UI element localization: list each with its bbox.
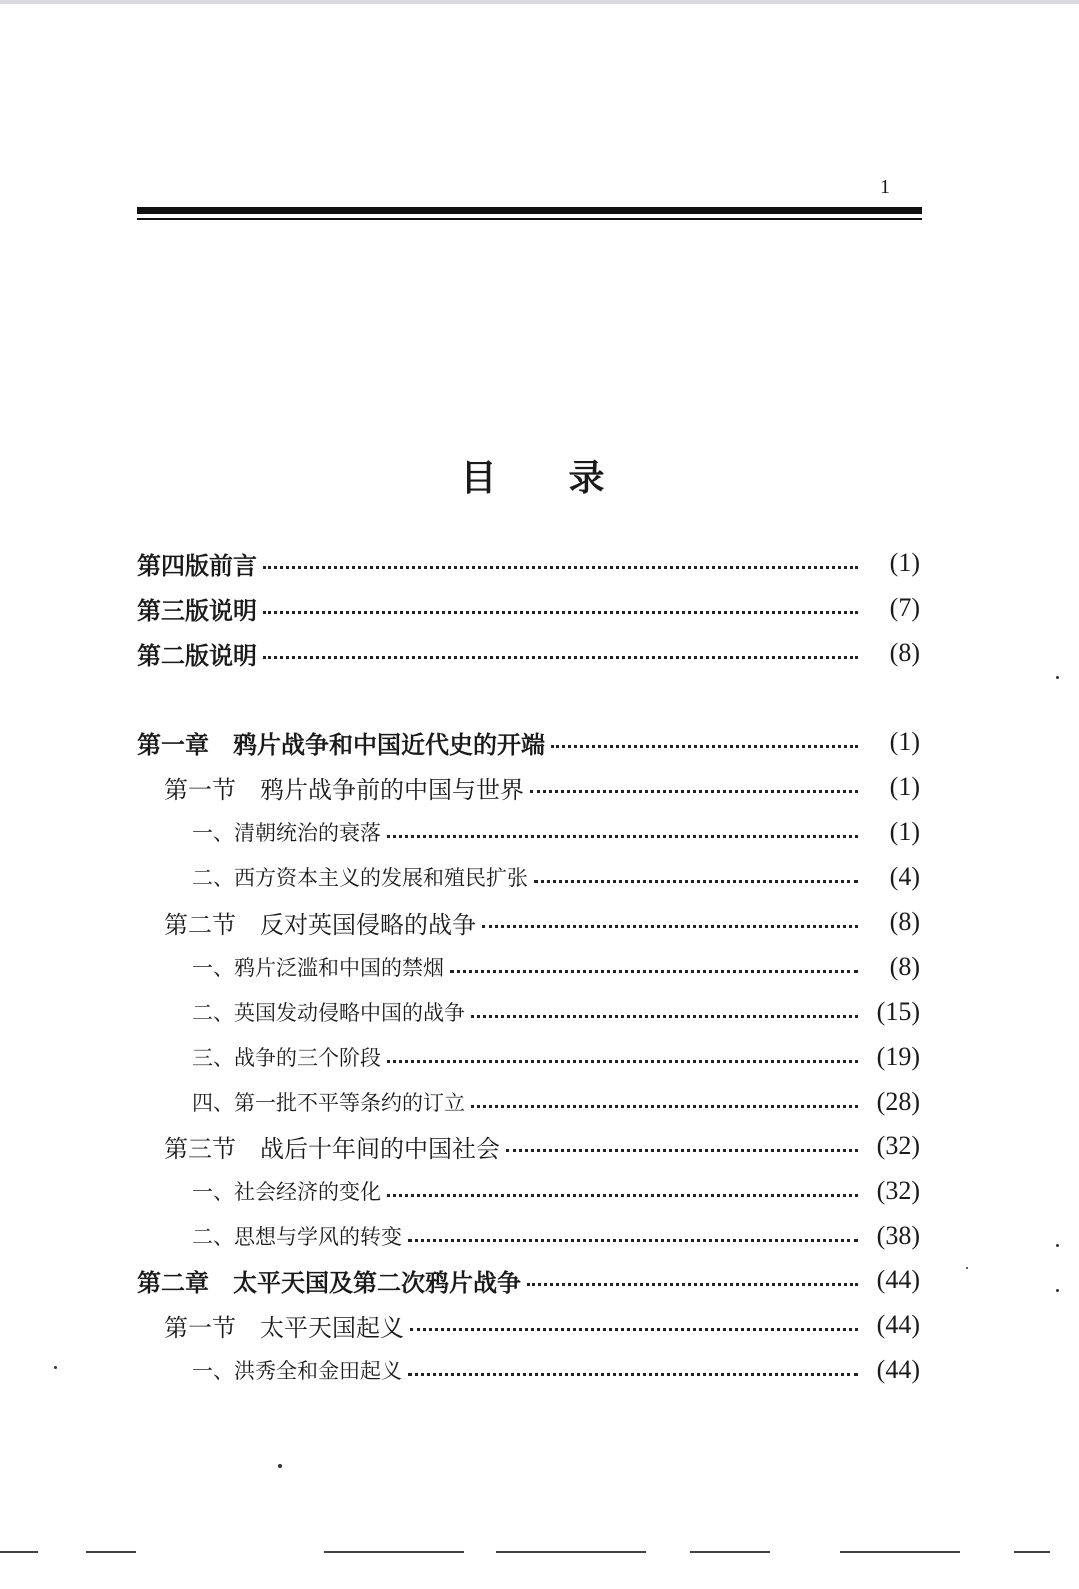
toc-entry-label: 第三版说明 — [137, 596, 257, 625]
scan-speck — [1056, 676, 1059, 679]
toc-entry-label: 二、思想与学风的转变 — [192, 1225, 402, 1249]
scan-speck — [1056, 1289, 1059, 1292]
header-rule-thick — [137, 207, 922, 214]
toc-entry-item[interactable] — [0, 857, 920, 897]
toc-entry-note-2nd[interactable] — [0, 633, 920, 673]
toc-entry-page: (32) — [876, 1131, 920, 1160]
toc-entry-page: (44) — [876, 1265, 920, 1294]
bottom-dash — [86, 1551, 136, 1553]
toc-entry-label: 第四版前言 — [137, 551, 257, 580]
toc-entry-label: 二、西方资本主义的发展和殖民扩张 — [192, 866, 528, 890]
toc-entry-section-1-2[interactable] — [0, 902, 920, 942]
dot-leader — [387, 1194, 858, 1197]
toc-entry-page: (19) — [876, 1042, 920, 1071]
toc-entry-item[interactable] — [0, 1082, 920, 1122]
toc-entry-label: 第二章 太平天国及第二次鸦片战争 — [137, 1268, 521, 1297]
scan-top-edge — [0, 0, 1079, 4]
toc-entry-label: 第二版说明 — [137, 641, 257, 670]
toc-entry-label: 一、社会经济的变化 — [192, 1180, 381, 1204]
toc-entry-page: (8) — [889, 907, 920, 936]
dot-leader — [471, 1015, 858, 1018]
toc-entry-section-1-1[interactable] — [0, 767, 920, 807]
toc-entry-item[interactable] — [0, 947, 920, 987]
bottom-dash — [324, 1551, 464, 1553]
toc-entry-section-1-3[interactable] — [0, 1126, 920, 1166]
toc-entry-label: 一、鸦片泛滥和中国的禁烟 — [192, 956, 444, 980]
toc-entry-page: (28) — [876, 1087, 920, 1116]
dot-leader — [387, 1060, 858, 1063]
toc-entry-chapter-1[interactable] — [0, 722, 920, 762]
toc-entry-preface-4th[interactable] — [0, 543, 920, 583]
dot-leader — [506, 1149, 858, 1152]
toc-entry-label: 第一节 太平天国起义 — [164, 1313, 404, 1342]
toc-entry-item[interactable] — [0, 1216, 920, 1256]
dot-leader — [408, 1373, 858, 1376]
bottom-dash — [840, 1551, 960, 1553]
toc-entry-label: 三、战争的三个阶段 — [192, 1046, 381, 1070]
bottom-dash — [0, 1551, 38, 1553]
dot-leader — [408, 1239, 858, 1242]
dot-leader — [530, 790, 858, 793]
bottom-dash — [1014, 1551, 1050, 1553]
toc-entry-label: 一、清朝统治的衰落 — [192, 821, 381, 845]
toc-entry-page: (32) — [876, 1176, 920, 1205]
toc-entry-label: 第一章 鸦片战争和中国近代史的开端 — [137, 730, 545, 759]
dot-leader — [410, 1328, 858, 1331]
toc-entry-note-3rd[interactable] — [0, 588, 920, 628]
dot-leader — [471, 1105, 858, 1108]
page-number: 1 — [880, 176, 890, 198]
toc-entry-page: (15) — [876, 997, 920, 1026]
toc-entry-page: (8) — [889, 638, 920, 667]
scan-speck — [966, 1267, 968, 1269]
dot-leader — [450, 970, 858, 973]
dot-leader — [387, 835, 858, 838]
toc-entry-page: (8) — [889, 952, 920, 981]
dot-leader — [551, 745, 858, 748]
toc-entry-item[interactable] — [0, 1037, 920, 1077]
dot-leader — [534, 880, 858, 883]
toc-entry-page: (44) — [876, 1310, 920, 1339]
dot-leader — [263, 611, 858, 614]
toc-entry-label: 一、洪秀全和金田起义 — [192, 1359, 402, 1383]
toc-entry-page: (38) — [876, 1221, 920, 1250]
toc-entry-page: (4) — [889, 862, 920, 891]
toc-entry-label: 二、英国发动侵略中国的战争 — [192, 1001, 465, 1025]
toc-entry-page: (44) — [876, 1355, 920, 1384]
dot-leader — [263, 656, 858, 659]
toc-entry-page: (1) — [889, 727, 920, 756]
toc-entry-section-2-1[interactable] — [0, 1305, 920, 1345]
scan-speck — [54, 1366, 57, 1369]
toc-entry-item[interactable] — [0, 1350, 920, 1390]
toc-entry-label: 四、第一批不平等条约的订立 — [192, 1091, 465, 1115]
toc-entry-page: (1) — [889, 772, 920, 801]
scan-speck — [278, 1464, 282, 1468]
toc-entry-label: 第三节 战后十年间的中国社会 — [164, 1134, 500, 1163]
scan-speck — [1056, 1244, 1059, 1247]
toc-title: 目录 — [460, 458, 677, 499]
dot-leader — [263, 566, 858, 569]
dot-leader — [527, 1283, 858, 1286]
toc-entry-item[interactable] — [0, 992, 920, 1032]
toc-entry-label: 第一节 鸦片战争前的中国与世界 — [164, 775, 524, 804]
toc-entry-label: 第二节 反对英国侵略的战争 — [164, 910, 476, 939]
toc-entry-page: (1) — [889, 817, 920, 846]
dot-leader — [482, 925, 858, 928]
toc-entry-item[interactable] — [0, 1171, 920, 1211]
toc-entry-item[interactable] — [0, 812, 920, 852]
header-rule-thin — [137, 218, 922, 220]
bottom-dash — [496, 1551, 646, 1553]
toc-entry-page: (7) — [889, 593, 920, 622]
bottom-dash — [690, 1551, 770, 1553]
toc-entry-chapter-2[interactable] — [0, 1260, 920, 1300]
toc-entry-page: (1) — [889, 548, 920, 577]
